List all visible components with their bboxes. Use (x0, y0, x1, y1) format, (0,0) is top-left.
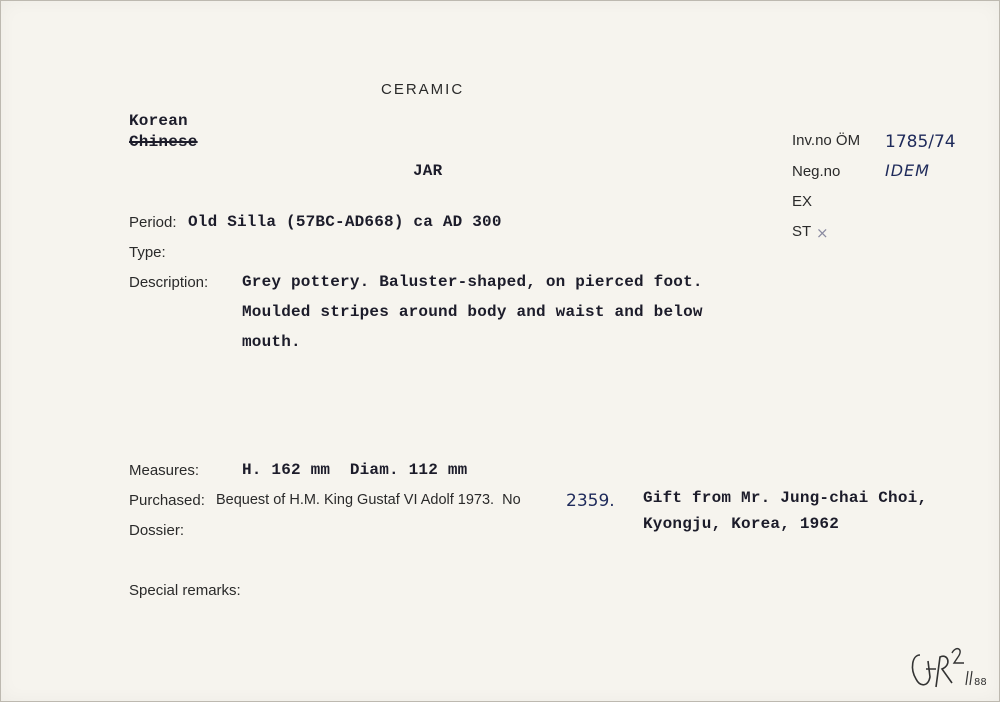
period-value: Old Silla (57BC-AD668) ca AD 300 (188, 213, 502, 231)
description-line: mouth. (242, 333, 301, 351)
description-label: Description: (129, 274, 209, 291)
gift-line: Gift from Mr. Jung-chai Choi, (643, 489, 928, 507)
gift-line: Kyongju, Korea, 1962 (643, 515, 840, 533)
inv-no-value: 1785/74 (885, 132, 956, 152)
description-line: Grey pottery. Baluster-shaped, on pierced foot. (242, 273, 703, 291)
inv-no-label: Inv.no ÖM (792, 132, 861, 149)
origin-struck-text: Chinese (129, 133, 198, 151)
ex-label: EX (792, 193, 813, 210)
category-heading: CERAMIC (381, 81, 465, 98)
measures-value: H. 162 mm Diam. 112 mm (242, 461, 468, 479)
st-label: ST (792, 223, 812, 240)
dossier-label: Dossier: (129, 522, 185, 539)
type-label: Type: (129, 244, 166, 261)
signature-mark (906, 643, 991, 695)
svg-text:88: 88 (974, 677, 987, 688)
special-remarks-label: Special remarks: (129, 582, 241, 599)
measures-label: Measures: (129, 462, 200, 479)
description-line: Moulded stripes around body and waist and below (242, 303, 703, 321)
purchased-number: 2359. (566, 491, 615, 511)
neg-no-label: Neg.no (792, 163, 841, 180)
purchased-text: Bequest of H.M. King Gustaf VI Adolf 1973. No (216, 492, 521, 508)
period-label: Period: (129, 214, 177, 231)
origin-text: Korean (129, 112, 188, 130)
object-name: JAR (413, 162, 443, 180)
description-block (242, 267, 703, 357)
gift-block (643, 485, 927, 537)
neg-no-value: IDEM (885, 161, 930, 180)
purchased-label: Purchased: (129, 492, 205, 509)
st-check-mark: × (816, 224, 829, 242)
